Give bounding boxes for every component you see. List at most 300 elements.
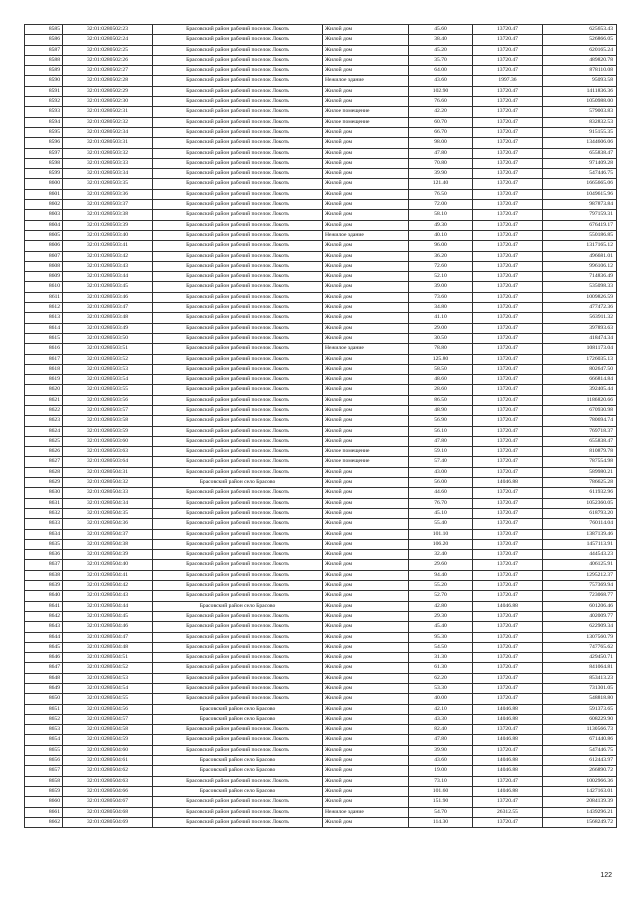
address-cell: Брасовский район рабочий поселок Локоть [153, 395, 323, 405]
area-cell: 58.50 [409, 364, 473, 374]
row-number-cell: 8661 [25, 807, 63, 817]
area-cell: 38.40 [409, 35, 473, 45]
table-row [25, 416, 617, 426]
cadastral-number-cell: 32:01:0280503:35 [63, 179, 153, 189]
unit-cost-cell: 13720.47 [473, 375, 543, 385]
row-number-cell: 8598 [25, 158, 63, 168]
object-type-cell: Жилой дом [323, 529, 409, 539]
address-cell: Брасовский район рабочий поселок Локоть [153, 426, 323, 436]
row-number-cell: 8588 [25, 55, 63, 65]
area-cell: 43.60 [409, 76, 473, 86]
object-type-cell: Жилой дом [323, 385, 409, 395]
row-number-cell: 8612 [25, 303, 63, 313]
cadastral-value-cell: 915155.35 [543, 127, 617, 137]
page-number: 122 [600, 872, 612, 879]
cadastral-value-cell: 1186820.66 [543, 395, 617, 405]
object-type-cell: Нежилое здание [323, 807, 409, 817]
area-cell: 34.80 [409, 303, 473, 313]
area-cell: 72.60 [409, 261, 473, 271]
row-number-cell: 8585 [25, 25, 63, 35]
row-number-cell: 8605 [25, 230, 63, 240]
table-row [25, 467, 617, 477]
cadastral-value-table-sheet [24, 24, 616, 828]
row-number-cell: 8594 [25, 117, 63, 127]
address-cell: Брасовский район село Брасово [153, 478, 323, 488]
row-number-cell: 8634 [25, 529, 63, 539]
area-cell: 43.60 [409, 756, 473, 766]
unit-cost-cell: 13720.47 [473, 86, 543, 96]
unit-cost-cell: 13720.47 [473, 364, 543, 374]
table-row [25, 55, 617, 65]
cadastral-number-cell: 32:01:0280504:36 [63, 519, 153, 529]
cadastral-number-cell: 32:01:0280504:33 [63, 488, 153, 498]
cadastral-value-cell: 1081173.04 [543, 344, 617, 354]
cadastral-value-cell: 526866.05 [543, 35, 617, 45]
cadastral-value-cell: 611932.96 [543, 488, 617, 498]
unit-cost-cell: 13720.47 [473, 416, 543, 426]
unit-cost-cell: 14046.88 [473, 714, 543, 724]
object-type-cell: Жилой дом [323, 303, 409, 313]
row-number-cell: 8657 [25, 766, 63, 776]
table-row [25, 138, 617, 148]
cadastral-number-cell: 32:01:0280503:48 [63, 313, 153, 323]
cadastral-number-cell: 32:01:0280504:67 [63, 797, 153, 807]
object-type-cell: Жилой дом [323, 714, 409, 724]
area-cell: 64.00 [409, 66, 473, 76]
area-cell: 29.30 [409, 611, 473, 621]
row-number-cell: 8601 [25, 189, 63, 199]
address-cell: Брасовский район рабочий поселок Локоть [153, 148, 323, 158]
row-number-cell: 8647 [25, 663, 63, 673]
address-cell: Брасовский район рабочий поселок Локоть [153, 508, 323, 518]
area-cell: 121.40 [409, 179, 473, 189]
cadastral-value-cell: 496681.01 [543, 251, 617, 261]
object-type-cell: Жилое помещение [323, 117, 409, 127]
area-cell: 76.60 [409, 97, 473, 107]
table-row [25, 35, 617, 45]
table-row [25, 447, 617, 457]
address-cell: Брасовский район рабочий поселок Локоть [153, 817, 323, 827]
row-number-cell: 8662 [25, 817, 63, 827]
table-row [25, 364, 617, 374]
object-type-cell: Жилой дом [323, 416, 409, 426]
row-number-cell: 8633 [25, 519, 63, 529]
object-type-cell: Жилой дом [323, 364, 409, 374]
unit-cost-cell: 13720.47 [473, 241, 543, 251]
cadastral-number-cell: 32:01:0280502:30 [63, 97, 153, 107]
cadastral-value-cell: 1387139.46 [543, 529, 617, 539]
unit-cost-cell: 13720.47 [473, 25, 543, 35]
address-cell: Брасовский район рабочий поселок Локоть [153, 344, 323, 354]
object-type-cell: Жилой дом [323, 86, 409, 96]
cadastral-number-cell: 32:01:0280503:40 [63, 230, 153, 240]
object-type-cell: Жилой дом [323, 333, 409, 343]
object-type-cell: Жилой дом [323, 756, 409, 766]
area-cell: 48.90 [409, 405, 473, 415]
area-cell: 56.00 [409, 478, 473, 488]
unit-cost-cell: 13720.47 [473, 560, 543, 570]
cadastral-value-cell: 655838.47 [543, 148, 617, 158]
row-number-cell: 8597 [25, 148, 63, 158]
table-row [25, 756, 617, 766]
unit-cost-cell: 13720.47 [473, 519, 543, 529]
row-number-cell: 8630 [25, 488, 63, 498]
cadastral-value-cell: 489820.78 [543, 55, 617, 65]
cadastral-value-cell: 676419.17 [543, 220, 617, 230]
row-number-cell: 8604 [25, 220, 63, 230]
cadastral-number-cell: 32:01:0280504:59 [63, 735, 153, 745]
area-cell: 56.10 [409, 426, 473, 436]
address-cell: Брасовский район рабочий поселок Локоть [153, 560, 323, 570]
cadastral-number-cell: 32:01:0280504:42 [63, 581, 153, 591]
cadastral-value-cell: 622909.34 [543, 622, 617, 632]
cadastral-value-cell: 402009.77 [543, 611, 617, 621]
table-row [25, 426, 617, 436]
address-cell: Брасовский район рабочий поселок Локоть [153, 735, 323, 745]
row-number-cell: 8625 [25, 436, 63, 446]
object-type-cell: Жилой дом [323, 684, 409, 694]
area-cell: 114.30 [409, 817, 473, 827]
area-cell: 61.30 [409, 663, 473, 673]
cadastral-number-cell: 32:01:0280503:33 [63, 158, 153, 168]
address-cell: Брасовский район рабочий поселок Локоть [153, 272, 323, 282]
cadastral-number-cell: 32:01:0280503:45 [63, 282, 153, 292]
object-type-cell: Жилой дом [323, 261, 409, 271]
object-type-cell: Жилой дом [323, 622, 409, 632]
row-number-cell: 8635 [25, 539, 63, 549]
cadastral-value-cell: 589980.21 [543, 467, 617, 477]
address-cell: Брасовский район рабочий поселок Локоть [153, 611, 323, 621]
unit-cost-cell: 13720.47 [473, 138, 543, 148]
cadastral-value-cell: 618793.20 [543, 508, 617, 518]
object-type-cell: Жилое помещение [323, 107, 409, 117]
row-number-cell: 8614 [25, 323, 63, 333]
row-number-cell: 8652 [25, 714, 63, 724]
unit-cost-cell: 13720.47 [473, 35, 543, 45]
cadastral-value-cell: 670930.98 [543, 405, 617, 415]
area-cell: 53.30 [409, 684, 473, 694]
table-row [25, 807, 617, 817]
address-cell: Брасовский район рабочий поселок Локоть [153, 416, 323, 426]
cadastral-value-cell: 723068.77 [543, 591, 617, 601]
row-number-cell: 8660 [25, 797, 63, 807]
table-row [25, 684, 617, 694]
address-cell: Брасовский район рабочий поселок Локоть [153, 488, 323, 498]
unit-cost-cell: 13720.47 [473, 282, 543, 292]
unit-cost-cell: 1997.36 [473, 76, 543, 86]
cadastral-value-cell: 444543.23 [543, 550, 617, 560]
cadastral-number-cell: 32:01:0280502:32 [63, 117, 153, 127]
cadastral-value-cell: 1050988.00 [543, 97, 617, 107]
object-type-cell: Жилой дом [323, 313, 409, 323]
object-type-cell: Жилой дом [323, 776, 409, 786]
table-row [25, 323, 617, 333]
unit-cost-cell: 13720.47 [473, 210, 543, 220]
cadastral-number-cell: 32:01:0280504:58 [63, 725, 153, 735]
area-cell: 43.00 [409, 467, 473, 477]
unit-cost-cell: 13720.47 [473, 107, 543, 117]
cadastral-number-cell: 32:01:0280502:25 [63, 45, 153, 55]
unit-cost-cell: 13720.47 [473, 550, 543, 560]
area-cell: 45.20 [409, 45, 473, 55]
cadastral-value-cell: 714836.49 [543, 272, 617, 282]
unit-cost-cell: 13720.47 [473, 663, 543, 673]
address-cell: Брасовский район рабочий поселок Локоть [153, 169, 323, 179]
cadastral-number-cell: 32:01:0280503:54 [63, 375, 153, 385]
row-number-cell: 8637 [25, 560, 63, 570]
cadastral-number-cell: 32:01:0280504:46 [63, 622, 153, 632]
area-cell: 54.50 [409, 642, 473, 652]
row-number-cell: 8602 [25, 200, 63, 210]
cadastral-number-cell: 32:01:0280503:38 [63, 210, 153, 220]
cadastral-value-cell: 1568249.72 [543, 817, 617, 827]
object-type-cell: Жилой дом [323, 745, 409, 755]
row-number-cell: 8587 [25, 45, 63, 55]
unit-cost-cell: 13720.47 [473, 148, 543, 158]
area-cell: 72.00 [409, 200, 473, 210]
row-number-cell: 8646 [25, 653, 63, 663]
unit-cost-cell: 13720.47 [473, 745, 543, 755]
unit-cost-cell: 13720.47 [473, 200, 543, 210]
address-cell: Брасовский район рабочий поселок Локоть [153, 642, 323, 652]
address-cell: Брасовский район село Брасово [153, 714, 323, 724]
cadastral-number-cell: 32:01:0280503:46 [63, 292, 153, 302]
area-cell: 94.40 [409, 570, 473, 580]
table-row [25, 817, 617, 827]
cadastral-value-cell: 810879.78 [543, 447, 617, 457]
cadastral-number-cell: 32:01:0280504:68 [63, 807, 153, 817]
table-row [25, 673, 617, 683]
unit-cost-cell: 13720.47 [473, 673, 543, 683]
row-number-cell: 8641 [25, 601, 63, 611]
address-cell: Брасовский район рабочий поселок Локоть [153, 375, 323, 385]
unit-cost-cell: 14046.88 [473, 735, 543, 745]
object-type-cell: Жилой дом [323, 220, 409, 230]
address-cell: Брасовский район рабочий поселок Локоть [153, 519, 323, 529]
unit-cost-cell: 13720.47 [473, 725, 543, 735]
unit-cost-cell: 13720.47 [473, 467, 543, 477]
table-row [25, 251, 617, 261]
cadastral-number-cell: 32:01:0280503:59 [63, 426, 153, 436]
unit-cost-cell: 13720.47 [473, 797, 543, 807]
row-number-cell: 8610 [25, 282, 63, 292]
area-cell: 40.10 [409, 230, 473, 240]
unit-cost-cell: 14046.88 [473, 756, 543, 766]
cadastral-value-cell: 832832.53 [543, 117, 617, 127]
object-type-cell: Жилой дом [323, 189, 409, 199]
object-type-cell: Жилой дом [323, 488, 409, 498]
area-cell: 42.10 [409, 704, 473, 714]
row-number-cell: 8608 [25, 261, 63, 271]
table-row [25, 786, 617, 796]
cadastral-number-cell: 32:01:0280504:53 [63, 673, 153, 683]
table-row [25, 642, 617, 652]
row-number-cell: 8616 [25, 344, 63, 354]
object-type-cell: Жилой дом [323, 601, 409, 611]
row-number-cell: 8613 [25, 313, 63, 323]
unit-cost-cell: 13720.47 [473, 694, 543, 704]
address-cell: Брасовский район рабочий поселок Локоть [153, 45, 323, 55]
object-type-cell: Жилой дом [323, 45, 409, 55]
object-type-cell: Жилой дом [323, 632, 409, 642]
address-cell: Брасовский район рабочий поселок Локоть [153, 303, 323, 313]
area-cell: 62.20 [409, 673, 473, 683]
cadastral-number-cell: 32:01:0280504:62 [63, 766, 153, 776]
object-type-cell: Жилой дом [323, 591, 409, 601]
address-cell: Брасовский район рабочий поселок Локоть [153, 200, 323, 210]
address-cell: Брасовский район рабочий поселок Локоть [153, 210, 323, 220]
cadastral-value-cell: 620165.24 [543, 45, 617, 55]
object-type-cell: Жилой дом [323, 354, 409, 364]
cadastral-number-cell: 32:01:0280502:23 [63, 25, 153, 35]
object-type-cell: Жилой дом [323, 241, 409, 251]
unit-cost-cell: 13720.47 [473, 189, 543, 199]
table-row [25, 714, 617, 724]
cadastral-number-cell: 32:01:0280504:61 [63, 756, 153, 766]
object-type-cell: Жилой дом [323, 148, 409, 158]
row-number-cell: 8645 [25, 642, 63, 652]
row-number-cell: 8619 [25, 375, 63, 385]
object-type-cell: Жилой дом [323, 292, 409, 302]
unit-cost-cell: 13720.47 [473, 529, 543, 539]
object-type-cell: Жилой дом [323, 66, 409, 76]
table-row [25, 220, 617, 230]
area-cell: 98.00 [409, 138, 473, 148]
cadastral-number-cell: 32:01:0280502:34 [63, 127, 153, 137]
table-row [25, 560, 617, 570]
area-cell: 55.40 [409, 519, 473, 529]
address-cell: Брасовский район рабочий поселок Локоть [153, 35, 323, 45]
cadastral-value-cell: 802647.50 [543, 364, 617, 374]
object-type-cell: Жилой дом [323, 704, 409, 714]
object-type-cell: Жилой дом [323, 35, 409, 45]
address-cell: Брасовский район рабочий поселок Локоть [153, 251, 323, 261]
cadastral-value-cell: 747765.62 [543, 642, 617, 652]
table-row [25, 282, 617, 292]
address-cell: Брасовский район рабочий поселок Локоть [153, 97, 323, 107]
cadastral-value-cell: 1411836.36 [543, 86, 617, 96]
address-cell: Брасовский район рабочий поселок Локоть [153, 436, 323, 446]
object-type-cell: Жилой дом [323, 663, 409, 673]
area-cell: 45.10 [409, 508, 473, 518]
address-cell: Брасовский район рабочий поселок Локоть [153, 241, 323, 251]
unit-cost-cell: 14046.88 [473, 601, 543, 611]
address-cell: Брасовский район рабочий поселок Локоть [153, 807, 323, 817]
unit-cost-cell: 13720.47 [473, 611, 543, 621]
area-cell: 39.90 [409, 745, 473, 755]
unit-cost-cell: 13720.47 [473, 45, 543, 55]
cadastral-value-cell: 757369.94 [543, 581, 617, 591]
address-cell: Брасовский район рабочий поселок Локоть [153, 282, 323, 292]
row-number-cell: 8617 [25, 354, 63, 364]
cadastral-number-cell: 32:01:0280503:34 [63, 169, 153, 179]
row-number-cell: 8592 [25, 97, 63, 107]
cadastral-number-cell: 32:01:0280503:39 [63, 220, 153, 230]
object-type-cell: Жилой дом [323, 653, 409, 663]
table-row [25, 241, 617, 251]
address-cell: Брасовский район рабочий поселок Локоть [153, 354, 323, 364]
table-row [25, 766, 617, 776]
address-cell: Брасовский район рабочий поселок Локоть [153, 220, 323, 230]
unit-cost-cell: 26312.55 [473, 807, 543, 817]
cadastral-number-cell: 32:01:0280503:49 [63, 323, 153, 333]
table-row [25, 611, 617, 621]
cadastral-number-cell: 32:01:0280503:58 [63, 416, 153, 426]
table-row [25, 663, 617, 673]
table-row [25, 488, 617, 498]
table-row [25, 354, 617, 364]
address-cell: Брасовский район рабочий поселок Локоть [153, 581, 323, 591]
cadastral-number-cell: 32:01:0280504:52 [63, 663, 153, 673]
unit-cost-cell: 13720.47 [473, 436, 543, 446]
table-row [25, 292, 617, 302]
cadastral-number-cell: 32:01:0280503:50 [63, 333, 153, 343]
address-cell: Брасовский район рабочий поселок Локоть [153, 66, 323, 76]
cadastral-number-cell: 32:01:0280503:36 [63, 189, 153, 199]
cadastral-value-cell: 418474.34 [543, 333, 617, 343]
row-number-cell: 8623 [25, 416, 63, 426]
area-cell: 76.50 [409, 189, 473, 199]
area-cell: 32.40 [409, 550, 473, 560]
cadastral-value-cell: 769718.37 [543, 426, 617, 436]
cadastral-number-cell: 32:01:0280503:57 [63, 405, 153, 415]
unit-cost-cell: 13720.47 [473, 344, 543, 354]
table-row [25, 735, 617, 745]
address-cell: Брасовский район рабочий поселок Локоть [153, 76, 323, 86]
table-row [25, 86, 617, 96]
row-number-cell: 8629 [25, 478, 63, 488]
object-type-cell: Жилой дом [323, 210, 409, 220]
cadastral-number-cell: 32:01:0280504:43 [63, 591, 153, 601]
object-type-cell: Жилой дом [323, 55, 409, 65]
row-number-cell: 8643 [25, 622, 63, 632]
address-cell: Брасовский район село Брасово [153, 766, 323, 776]
address-cell: Брасовский район рабочий поселок Локоть [153, 529, 323, 539]
table-row [25, 158, 617, 168]
table-row [25, 107, 617, 117]
table-row [25, 797, 617, 807]
object-type-cell: Жилое помещение [323, 447, 409, 457]
cadastral-number-cell: 32:01:0280504:38 [63, 539, 153, 549]
object-type-cell: Жилое помещение [323, 457, 409, 467]
cadastral-value-cell: 1130566.73 [543, 725, 617, 735]
table-row [25, 581, 617, 591]
table-row [25, 148, 617, 158]
cadastral-number-cell: 32:01:0280504:66 [63, 786, 153, 796]
row-number-cell: 8595 [25, 127, 63, 137]
table-row [25, 550, 617, 560]
cadastral-number-cell: 32:01:0280504:69 [63, 817, 153, 827]
object-type-cell: Нежилое здание [323, 76, 409, 86]
object-type-cell: Жилой дом [323, 498, 409, 508]
cadastral-number-cell: 32:01:0280502:28 [63, 76, 153, 86]
row-number-cell: 8649 [25, 684, 63, 694]
object-type-cell: Жилой дом [323, 179, 409, 189]
area-cell: 96.00 [409, 241, 473, 251]
cadastral-value-cell: 1052360.05 [543, 498, 617, 508]
cadastral-value-cell: 853413.23 [543, 673, 617, 683]
row-number-cell: 8650 [25, 694, 63, 704]
unit-cost-cell: 13720.47 [473, 817, 543, 827]
cadastral-value-cell: 1344606.06 [543, 138, 617, 148]
address-cell: Брасовский район рабочий поселок Локоть [153, 405, 323, 415]
address-cell: Брасовский район рабочий поселок Локоть [153, 323, 323, 333]
unit-cost-cell: 13720.47 [473, 591, 543, 601]
object-type-cell: Нежилое здание [323, 344, 409, 354]
row-number-cell: 8596 [25, 138, 63, 148]
object-type-cell: Жилой дом [323, 375, 409, 385]
area-cell: 49.30 [409, 220, 473, 230]
